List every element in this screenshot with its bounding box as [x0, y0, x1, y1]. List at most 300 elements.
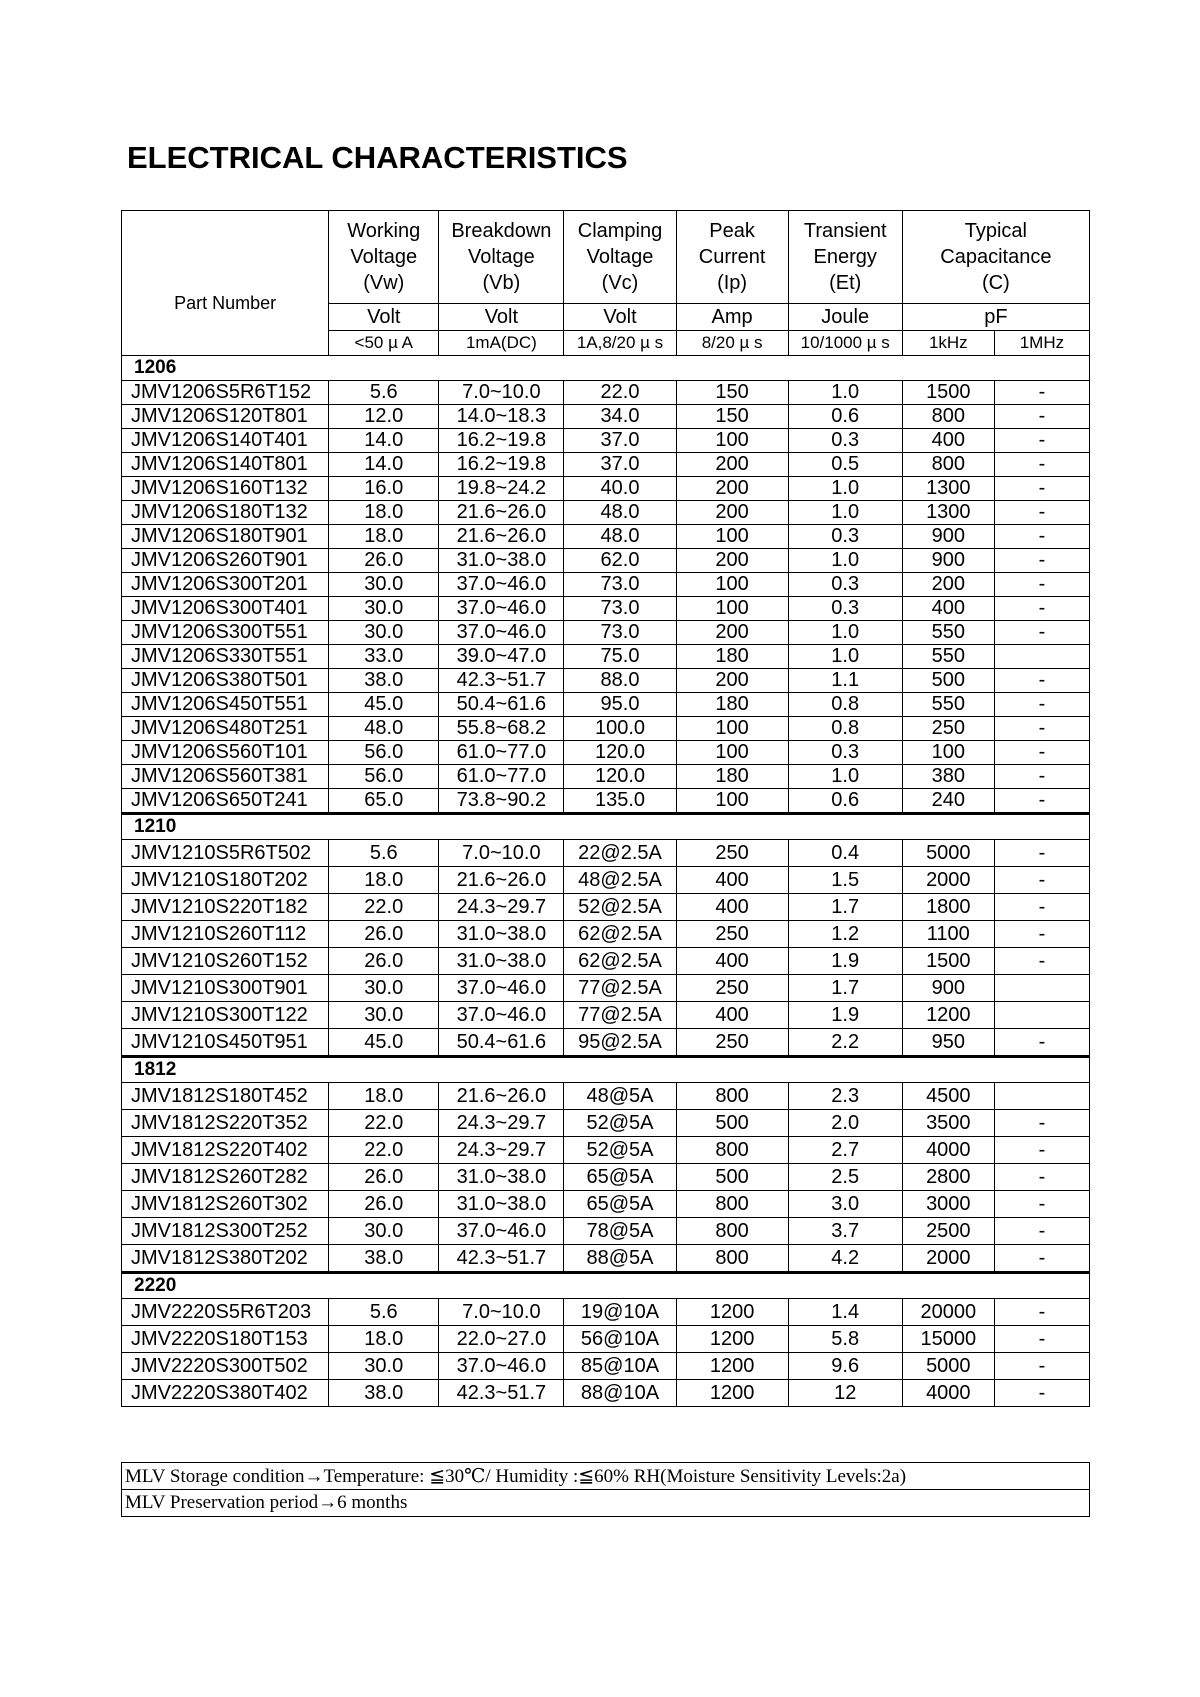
value-cell: 1800	[902, 894, 994, 921]
peak-current-header	[676, 211, 788, 304]
value-cell: -	[994, 1353, 1089, 1380]
unit-cell: Amp	[676, 304, 788, 331]
value-cell: 2500	[902, 1218, 994, 1245]
table-row	[122, 921, 1090, 948]
part-number-cell: JMV1206S480T251	[122, 717, 329, 741]
value-cell: -	[994, 597, 1089, 621]
value-cell: 2.7	[788, 1137, 902, 1164]
header-line: Capacitance	[940, 246, 1052, 268]
value-cell: 1.5	[788, 867, 902, 894]
value-cell	[994, 1002, 1089, 1029]
value-cell: 73.0	[564, 573, 676, 597]
condition-cell: 1A,8/20 µ s	[564, 331, 676, 356]
value-cell: -	[994, 429, 1089, 453]
value-cell: 7.0~10.0	[439, 1299, 564, 1326]
value-cell: 100	[676, 597, 788, 621]
value-cell: 50.4~61.6	[439, 693, 564, 717]
table-row	[122, 1137, 1090, 1164]
value-cell: 31.0~38.0	[439, 1164, 564, 1191]
value-cell: -	[994, 693, 1089, 717]
table-row	[122, 894, 1090, 921]
value-cell: -	[994, 789, 1089, 814]
value-cell: -	[994, 765, 1089, 789]
value-cell: 30.0	[329, 597, 439, 621]
value-cell: 5.6	[329, 840, 439, 867]
value-cell: -	[994, 717, 1089, 741]
value-cell: -	[994, 381, 1089, 405]
value-cell: 250	[676, 840, 788, 867]
value-cell: 400	[676, 894, 788, 921]
value-cell: 30.0	[329, 975, 439, 1002]
unit-cell: Volt	[439, 304, 564, 331]
value-cell: 24.3~29.7	[439, 1137, 564, 1164]
value-cell: 19@10A	[564, 1299, 676, 1326]
value-cell: 950	[902, 1029, 994, 1057]
value-cell: -	[994, 894, 1089, 921]
value-cell: 250	[676, 921, 788, 948]
header-line: Voltage	[350, 246, 418, 268]
header-line: Peak	[709, 220, 755, 242]
part-number-cell: JMV1210S260T152	[122, 948, 329, 975]
value-cell: -	[994, 573, 1089, 597]
value-cell: 52@2.5A	[564, 894, 676, 921]
value-cell: 9.6	[788, 1353, 902, 1380]
value-cell: 31.0~38.0	[439, 549, 564, 573]
value-cell: 180	[676, 765, 788, 789]
value-cell: 1.2	[788, 921, 902, 948]
value-cell: 4000	[902, 1137, 994, 1164]
header-line: (Vb)	[482, 272, 521, 294]
value-cell: 900	[902, 549, 994, 573]
value-cell: 800	[676, 1083, 788, 1110]
value-cell: -	[994, 1218, 1089, 1245]
part-number-cell: JMV1812S380T202	[122, 1245, 329, 1273]
value-cell: 77@2.5A	[564, 1002, 676, 1029]
value-cell: 22.0	[564, 381, 676, 405]
part-number-cell: JMV1206S140T801	[122, 453, 329, 477]
value-cell: 2000	[902, 867, 994, 894]
table-row	[122, 597, 1090, 621]
value-cell: 56.0	[329, 741, 439, 765]
value-cell: 56.0	[329, 765, 439, 789]
value-cell: 88.0	[564, 669, 676, 693]
value-cell: 73.0	[564, 597, 676, 621]
part-number-cell: JMV1210S260T112	[122, 921, 329, 948]
electrical-characteristics-table	[121, 210, 1090, 1407]
value-cell: 1.0	[788, 645, 902, 669]
value-cell: -	[994, 1380, 1089, 1407]
part-number-cell: JMV1210S300T901	[122, 975, 329, 1002]
table-row	[122, 1110, 1090, 1137]
value-cell: 400	[676, 1002, 788, 1029]
value-cell: 5000	[902, 1353, 994, 1380]
value-cell: 120.0	[564, 765, 676, 789]
table-row	[122, 429, 1090, 453]
value-cell: 48@5A	[564, 1083, 676, 1110]
part-number-cell: JMV1206S300T401	[122, 597, 329, 621]
value-cell: 85@10A	[564, 1353, 676, 1380]
value-cell: 88@10A	[564, 1380, 676, 1407]
value-cell: 88@5A	[564, 1245, 676, 1273]
part-number-cell: JMV1210S450T951	[122, 1029, 329, 1057]
clamping-voltage-header	[564, 211, 676, 304]
value-cell: 42.3~51.7	[439, 1245, 564, 1273]
value-cell: 75.0	[564, 645, 676, 669]
value-cell: 38.0	[329, 1245, 439, 1273]
value-cell: 800	[902, 405, 994, 429]
part-number-cell: JMV1812S180T452	[122, 1083, 329, 1110]
part-number-cell: JMV1206S450T551	[122, 693, 329, 717]
part-number-cell: JMV1206S300T551	[122, 621, 329, 645]
value-cell: 400	[676, 867, 788, 894]
table-row	[122, 840, 1090, 867]
value-cell: 100	[676, 429, 788, 453]
value-cell: 56@10A	[564, 1326, 676, 1353]
group-label: 2220	[122, 1273, 1090, 1299]
table-row	[122, 789, 1090, 814]
value-cell: 45.0	[329, 693, 439, 717]
value-cell: 48@2.5A	[564, 867, 676, 894]
value-cell: 100	[676, 717, 788, 741]
part-number-cell: JMV1210S300T122	[122, 1002, 329, 1029]
table-row	[122, 867, 1090, 894]
value-cell: 200	[676, 477, 788, 501]
table-row	[122, 948, 1090, 975]
part-number-cell: JMV2220S300T502	[122, 1353, 329, 1380]
value-cell: 45.0	[329, 1029, 439, 1057]
value-cell: 2800	[902, 1164, 994, 1191]
table-row	[122, 381, 1090, 405]
value-cell: 18.0	[329, 1083, 439, 1110]
value-cell: 37.0~46.0	[439, 573, 564, 597]
table-row	[122, 1353, 1090, 1380]
table-row	[122, 975, 1090, 1002]
value-cell: 1500	[902, 381, 994, 405]
value-cell: 500	[902, 669, 994, 693]
value-cell: 40.0	[564, 477, 676, 501]
value-cell: 1500	[902, 948, 994, 975]
condition-cell: 10/1000 µ s	[788, 331, 902, 356]
table-row	[122, 1245, 1090, 1273]
value-cell: 38.0	[329, 1380, 439, 1407]
value-cell: 400	[676, 948, 788, 975]
value-cell: 52@5A	[564, 1110, 676, 1137]
part-number-cell: JMV1206S260T901	[122, 549, 329, 573]
condition-cell: <50 µ A	[329, 331, 439, 356]
value-cell: 22.0~27.0	[439, 1326, 564, 1353]
value-cell: 21.6~26.0	[439, 525, 564, 549]
table-row	[122, 741, 1090, 765]
value-cell: 1.0	[788, 477, 902, 501]
value-cell: 0.6	[788, 789, 902, 814]
value-cell: 26.0	[329, 948, 439, 975]
value-cell: -	[994, 669, 1089, 693]
value-cell: -	[994, 405, 1089, 429]
value-cell: 250	[676, 1029, 788, 1057]
condition-cell: 1MHz	[994, 331, 1089, 356]
value-cell: 1.4	[788, 1299, 902, 1326]
part-number-cell: JMV1206S650T241	[122, 789, 329, 814]
value-cell: 1.9	[788, 948, 902, 975]
value-cell: 16.0	[329, 477, 439, 501]
value-cell: 14.0	[329, 453, 439, 477]
value-cell: 800	[676, 1137, 788, 1164]
value-cell: 550	[902, 645, 994, 669]
value-cell: 95@2.5A	[564, 1029, 676, 1057]
value-cell: 21.6~26.0	[439, 1083, 564, 1110]
value-cell: 1.1	[788, 669, 902, 693]
part-number-cell: JMV1812S220T352	[122, 1110, 329, 1137]
header-line: Voltage	[586, 246, 654, 268]
value-cell: 95.0	[564, 693, 676, 717]
value-cell: 37.0~46.0	[439, 1002, 564, 1029]
part-number-cell: JMV1206S300T201	[122, 573, 329, 597]
part-number-cell: JMV1206S560T101	[122, 741, 329, 765]
unit-cell: Volt	[564, 304, 676, 331]
value-cell: 800	[902, 453, 994, 477]
value-cell: 180	[676, 645, 788, 669]
table-row	[122, 669, 1090, 693]
part-number-cell: JMV2220S180T153	[122, 1326, 329, 1353]
value-cell: 12.0	[329, 405, 439, 429]
typical-capacitance-header	[902, 211, 1089, 304]
value-cell: 30.0	[329, 1002, 439, 1029]
value-cell: 21.6~26.0	[439, 501, 564, 525]
value-cell: 31.0~38.0	[439, 948, 564, 975]
value-cell: 42.3~51.7	[439, 669, 564, 693]
value-cell: 200	[676, 621, 788, 645]
header-line: (Vc)	[601, 272, 639, 294]
value-cell: 19.8~24.2	[439, 477, 564, 501]
part-number-cell: JMV1206S180T901	[122, 525, 329, 549]
value-cell: 65@5A	[564, 1164, 676, 1191]
part-number-cell: JMV1206S120T801	[122, 405, 329, 429]
header-line: Breakdown	[451, 220, 552, 242]
condition-cell: 1kHz	[902, 331, 994, 356]
header-line: Clamping	[577, 220, 663, 242]
table-row	[122, 1083, 1090, 1110]
group-label: 1812	[122, 1057, 1090, 1083]
part-number-cell: JMV1210S220T182	[122, 894, 329, 921]
value-cell: 31.0~38.0	[439, 1191, 564, 1218]
value-cell: 0.3	[788, 573, 902, 597]
value-cell: 4500	[902, 1083, 994, 1110]
value-cell: 800	[676, 1245, 788, 1273]
value-cell: 26.0	[329, 1164, 439, 1191]
value-cell: -	[994, 1245, 1089, 1273]
value-cell: 42.3~51.7	[439, 1380, 564, 1407]
table-row	[122, 549, 1090, 573]
value-cell: 30.0	[329, 573, 439, 597]
value-cell: -	[994, 453, 1089, 477]
value-cell: 150	[676, 405, 788, 429]
value-cell: 3500	[902, 1110, 994, 1137]
value-cell: 15000	[902, 1326, 994, 1353]
value-cell: 18.0	[329, 525, 439, 549]
header-line: (Ip)	[717, 272, 748, 294]
value-cell: 400	[902, 597, 994, 621]
value-cell: 100	[676, 789, 788, 814]
value-cell: 3000	[902, 1191, 994, 1218]
value-cell: 0.4	[788, 840, 902, 867]
value-cell: 180	[676, 693, 788, 717]
value-cell: 26.0	[329, 549, 439, 573]
value-cell: -	[994, 921, 1089, 948]
value-cell: 200	[676, 549, 788, 573]
value-cell: -	[994, 1029, 1089, 1057]
value-cell: 20000	[902, 1299, 994, 1326]
value-cell: 1200	[676, 1326, 788, 1353]
value-cell: -	[994, 549, 1089, 573]
unit-cell: pF	[902, 304, 1089, 331]
table-row	[122, 1218, 1090, 1245]
value-cell: 150	[676, 381, 788, 405]
working-voltage-header	[329, 211, 439, 304]
group-header-row	[122, 1057, 1090, 1083]
value-cell: 16.2~19.8	[439, 453, 564, 477]
table-row	[122, 645, 1090, 669]
table-row	[122, 405, 1090, 429]
part-number-cell: JMV1206S330T551	[122, 645, 329, 669]
value-cell: 37.0	[564, 429, 676, 453]
header-line: Voltage	[468, 246, 535, 268]
header-line: (C)	[982, 272, 1010, 294]
value-cell: 1.7	[788, 975, 902, 1002]
value-cell: 30.0	[329, 621, 439, 645]
value-cell: 1.7	[788, 894, 902, 921]
header-line: (Vw)	[363, 272, 405, 294]
value-cell: 200	[902, 573, 994, 597]
value-cell: 0.3	[788, 597, 902, 621]
value-cell: 65.0	[329, 789, 439, 814]
part-number-cell: JMV1206S5R6T152	[122, 381, 329, 405]
part-number-cell: JMV2220S380T402	[122, 1380, 329, 1407]
value-cell: 1200	[676, 1380, 788, 1407]
group-label: 1210	[122, 814, 1090, 840]
header-line: Typical	[964, 220, 1027, 242]
value-cell: 5000	[902, 840, 994, 867]
value-cell: 900	[902, 525, 994, 549]
value-cell: 50.4~61.6	[439, 1029, 564, 1057]
header-line: Energy	[813, 246, 877, 268]
value-cell: 1.0	[788, 621, 902, 645]
value-cell: 7.0~10.0	[439, 840, 564, 867]
value-cell: 18.0	[329, 501, 439, 525]
value-cell: 5.8	[788, 1326, 902, 1353]
value-cell: 200	[676, 453, 788, 477]
condition-cell: 8/20 µ s	[676, 331, 788, 356]
value-cell: 1300	[902, 501, 994, 525]
breakdown-voltage-header	[439, 211, 564, 304]
value-cell: 37.0~46.0	[439, 597, 564, 621]
value-cell: 14.0~18.3	[439, 405, 564, 429]
value-cell: 3.7	[788, 1218, 902, 1245]
value-cell	[994, 1083, 1089, 1110]
value-cell: 48.0	[564, 525, 676, 549]
value-cell: 38.0	[329, 669, 439, 693]
value-cell: 22.0	[329, 894, 439, 921]
value-cell: 3.0	[788, 1191, 902, 1218]
value-cell: 0.6	[788, 405, 902, 429]
value-cell: 30.0	[329, 1218, 439, 1245]
group-header-row	[122, 814, 1090, 840]
part-number-cell: JMV1812S300T252	[122, 1218, 329, 1245]
table-row	[122, 1299, 1090, 1326]
value-cell: 100	[902, 741, 994, 765]
value-cell: 200	[676, 501, 788, 525]
value-cell: 26.0	[329, 1191, 439, 1218]
value-cell: 500	[676, 1110, 788, 1137]
part-number-cell: JMV1210S5R6T502	[122, 840, 329, 867]
value-cell: -	[994, 948, 1089, 975]
table-row	[122, 1191, 1090, 1218]
value-cell: 37.0~46.0	[439, 975, 564, 1002]
part-number-cell: JMV1210S180T202	[122, 867, 329, 894]
value-cell: 4.2	[788, 1245, 902, 1273]
group-header-row	[122, 1273, 1090, 1299]
value-cell: 1300	[902, 477, 994, 501]
value-cell: 1.0	[788, 549, 902, 573]
value-cell: 52@5A	[564, 1137, 676, 1164]
value-cell: 21.6~26.0	[439, 867, 564, 894]
table-row	[122, 1164, 1090, 1191]
condition-cell: 1mA(DC)	[439, 331, 564, 356]
value-cell: 39.0~47.0	[439, 645, 564, 669]
value-cell: -	[994, 1137, 1089, 1164]
value-cell: -	[994, 1326, 1089, 1353]
preservation-period-note: MLV Preservation period→6 months	[122, 1490, 1090, 1517]
value-cell: 0.8	[788, 693, 902, 717]
value-cell: 30.0	[329, 1353, 439, 1380]
value-cell: 100	[676, 741, 788, 765]
value-cell: 73.8~90.2	[439, 789, 564, 814]
value-cell: 550	[902, 693, 994, 717]
value-cell: 1.0	[788, 765, 902, 789]
value-cell: 62.0	[564, 549, 676, 573]
value-cell: 16.2~19.8	[439, 429, 564, 453]
value-cell: 7.0~10.0	[439, 381, 564, 405]
value-cell: 240	[902, 789, 994, 814]
value-cell: 1200	[676, 1299, 788, 1326]
value-cell: -	[994, 621, 1089, 645]
value-cell: 500	[676, 1164, 788, 1191]
part-number-cell: JMV2220S5R6T203	[122, 1299, 329, 1326]
table-row	[122, 477, 1090, 501]
value-cell: 34.0	[564, 405, 676, 429]
header-line: (Et)	[829, 272, 862, 294]
value-cell: 0.8	[788, 717, 902, 741]
value-cell: 4000	[902, 1380, 994, 1407]
value-cell: 0.3	[788, 525, 902, 549]
value-cell: 48.0	[564, 501, 676, 525]
value-cell	[994, 645, 1089, 669]
value-cell: 73.0	[564, 621, 676, 645]
value-cell: 78@5A	[564, 1218, 676, 1245]
value-cell: -	[994, 1110, 1089, 1137]
value-cell: 135.0	[564, 789, 676, 814]
value-cell: 24.3~29.7	[439, 894, 564, 921]
part-number-cell: JMV1812S260T282	[122, 1164, 329, 1191]
value-cell: -	[994, 741, 1089, 765]
value-cell: 65@5A	[564, 1191, 676, 1218]
part-number-cell: JMV1206S560T381	[122, 765, 329, 789]
header-line: Transient	[803, 220, 887, 242]
part-number-cell: JMV1206S160T132	[122, 477, 329, 501]
value-cell: 22.0	[329, 1110, 439, 1137]
table-row	[122, 501, 1090, 525]
table-row	[122, 717, 1090, 741]
value-cell: 900	[902, 975, 994, 1002]
